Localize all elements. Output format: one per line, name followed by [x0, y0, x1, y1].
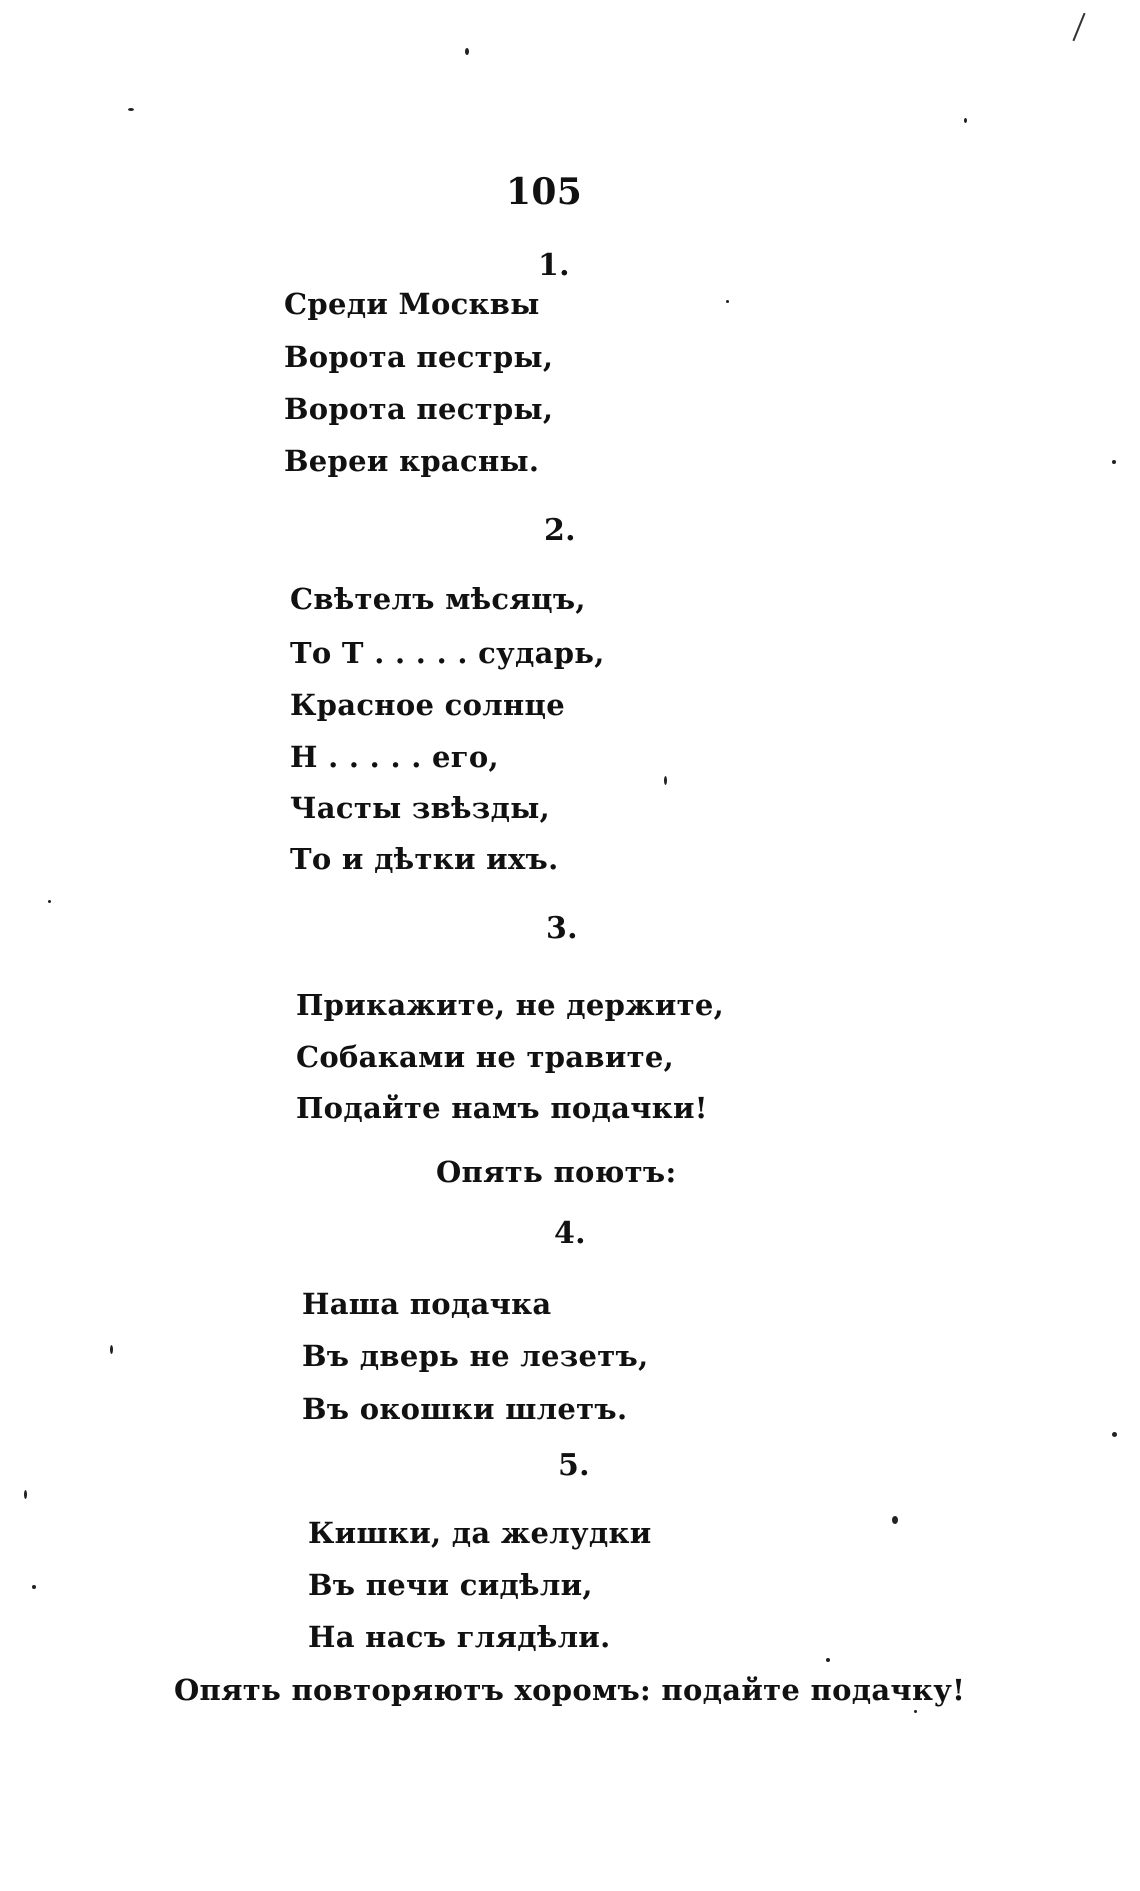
verse-line: Прикажите, не держите,	[296, 988, 725, 1022]
verse-line: Н . . . . . его,	[290, 740, 499, 774]
verse-line: Въ печи сидѣли,	[308, 1568, 593, 1602]
verse-line: Кишки, да желудки	[308, 1516, 652, 1550]
verse-line: Часты звѣзды,	[290, 791, 551, 825]
section-number: 2.	[544, 513, 576, 548]
verse-line: Наша подачка	[302, 1287, 552, 1321]
scan-speck	[964, 118, 967, 123]
section-number: 4.	[554, 1216, 586, 1251]
verse-line: На насъ глядѣли.	[308, 1620, 611, 1654]
scan-speck	[128, 108, 134, 111]
scan-speck	[24, 1490, 27, 1499]
scan-speck	[664, 776, 667, 785]
scan-speck	[892, 1516, 898, 1524]
section-number: 3.	[546, 911, 578, 946]
verse-line: Среди Москвы	[284, 287, 540, 321]
verse-line: То Т . . . . . сударь,	[290, 636, 605, 670]
verse-line: Въ окошки шлетъ.	[302, 1392, 628, 1426]
verse-line: Подайте намъ подачки!	[296, 1091, 708, 1125]
verse-line: Вереи красны.	[284, 444, 540, 478]
scan-speck	[726, 300, 729, 303]
verse-line: Собаками не травите,	[296, 1040, 675, 1074]
scan-speck	[48, 900, 51, 903]
verse-line: Красное солнце	[290, 688, 565, 722]
scan-mark	[1072, 13, 1085, 42]
verse-line: Ворота пестры,	[284, 340, 554, 374]
section-number: 1.	[538, 248, 570, 283]
verse-line: То и дѣтки ихъ.	[290, 842, 559, 876]
scan-speck	[1112, 460, 1116, 464]
scan-speck	[914, 1710, 917, 1713]
scan-speck	[465, 48, 469, 55]
scan-speck	[826, 1658, 830, 1662]
page-number: 105	[506, 171, 583, 213]
scan-speck	[110, 1345, 113, 1354]
scan-speck	[32, 1585, 36, 1589]
scan-speck	[1112, 1432, 1117, 1437]
stage-direction: Опять поютъ:	[436, 1155, 677, 1189]
closing-line: Опять повторяютъ хоромъ: подайте подачку!	[174, 1673, 966, 1707]
verse-line: Въ дверь не лезетъ,	[302, 1339, 649, 1373]
section-number: 5.	[558, 1448, 590, 1483]
verse-line: Ворота пестры,	[284, 392, 554, 426]
verse-line: Свѣтелъ мѣсяцъ,	[290, 582, 586, 616]
